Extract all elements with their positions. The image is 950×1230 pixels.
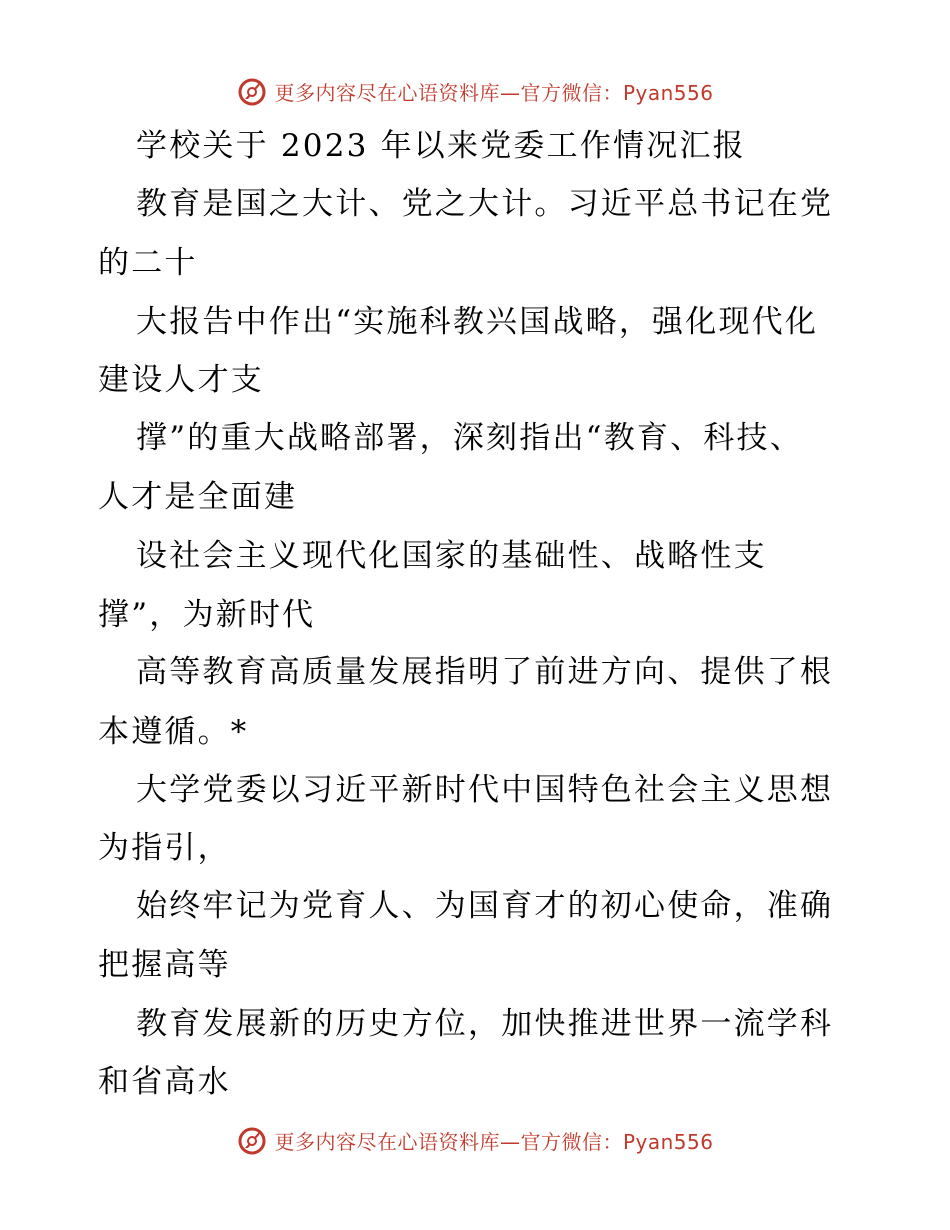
watermark-text: 更多内容尽在心语资料库—官方微信：Pyan556 (274, 1129, 714, 1154)
paragraph-line: 始终牢记为党育人、为国育才的初心使命，准确 (136, 888, 834, 924)
paragraph-line: 大报告中作出“实施科教兴国战略，强化现代化 (136, 304, 819, 340)
paragraph-line: 本遵循。* (98, 714, 249, 750)
paragraph-line: 为指引， (98, 830, 231, 866)
paragraph-line: 撑”，为新时代 (98, 597, 316, 633)
paragraph-line: 把握高等 (98, 947, 231, 983)
footer-watermark (0, 1120, 950, 1160)
paragraph-line: 大学党委以习近平新时代中国特色社会主义思想 (136, 772, 834, 808)
paragraph-line: 建设人才支 (98, 362, 264, 398)
paragraph-line: 的二十 (98, 245, 198, 281)
paragraph-line: 教育是国之大计、党之大计。习近平总书记在党 (136, 186, 834, 222)
paragraph-line: 撑”的重大战略部署，深刻指出“教育、科技、 (136, 420, 803, 456)
paragraph-line: 人才是全面建 (98, 479, 298, 515)
paragraph-line: 高等教育高质量发展指明了前进方向、提供了根 (136, 654, 834, 690)
paragraph-line: 设社会主义现代化国家的基础性、战略性支 (136, 538, 767, 574)
paragraph-line: 教育发展新的历史方位，加快推进世界一流学科 (136, 1006, 834, 1042)
quill-pen-circle-icon (236, 1124, 268, 1156)
document-title: 学校关于 2023 年以来党委工作情况汇报 (136, 128, 746, 164)
paragraph-line: 和省高水 (98, 1064, 231, 1100)
watermark-text: 更多内容尽在心语资料库—官方微信：Pyan556 (274, 80, 714, 105)
